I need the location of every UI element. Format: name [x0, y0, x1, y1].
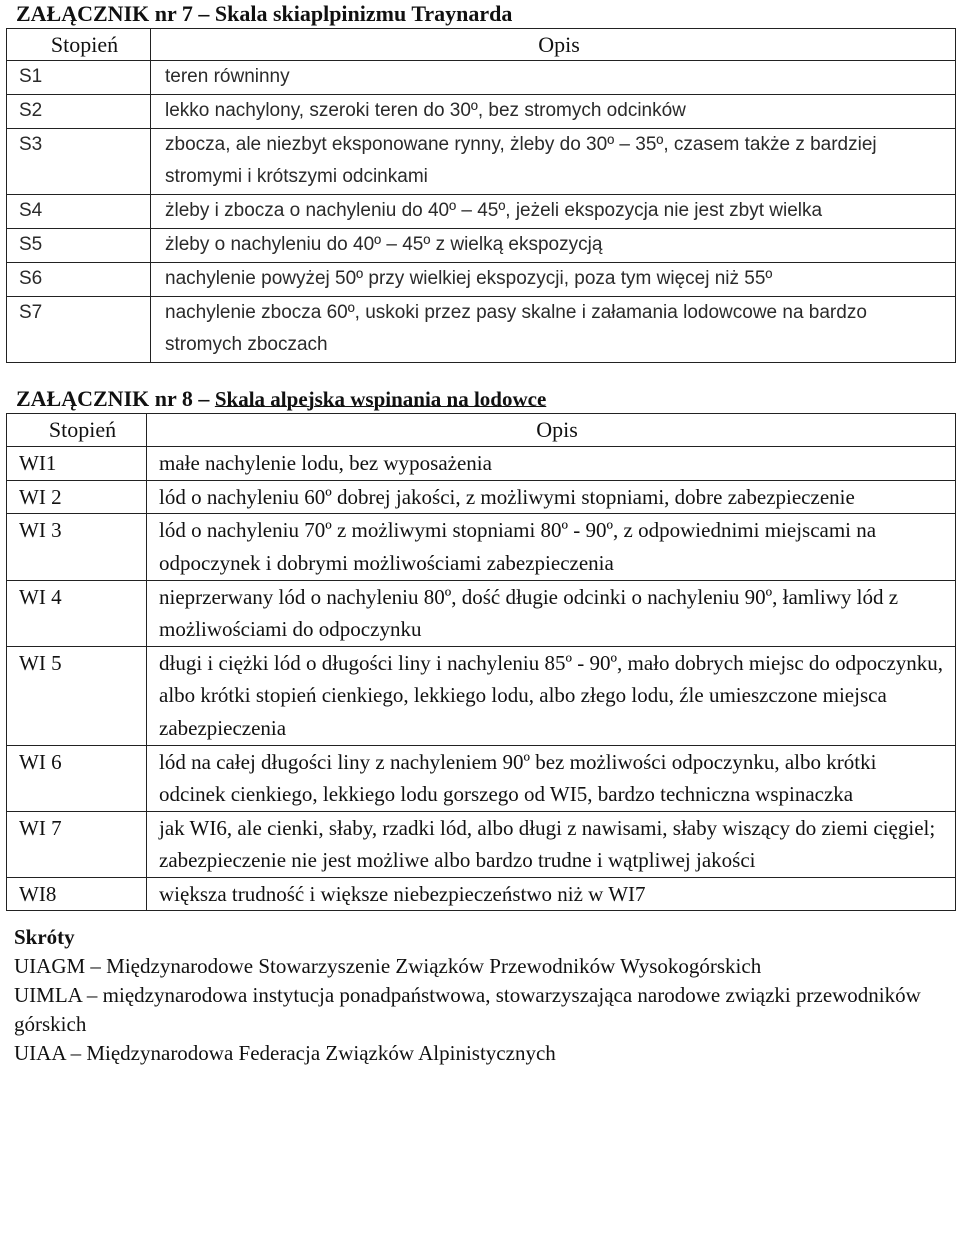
annex8-table [6, 413, 956, 911]
annex8-col-desc: Opis [147, 414, 956, 447]
annex8-title-main: ZAŁĄCZNIK nr 8 [16, 386, 193, 412]
grade-description: lód o nachyleniu 70º z możliwymi stopniami 80º - 90º, z odpowiednimi miejscami na odpoczynek i dobrymi możliwościami zabezpieczenia [147, 514, 956, 580]
grade-description: nieprzerwany lód o nachyleniu 80º, dość długie odcinki o nachyleniu 90º, łamliwy lód z możliwościami do odpoczynku [147, 580, 956, 646]
grade-description: teren równinny [151, 61, 956, 95]
abbreviation-sep: – [65, 1041, 87, 1066]
abbreviations-list [14, 952, 956, 1068]
table-row [7, 94, 956, 128]
grade-description: żleby i zbocza o nachyleniu do 40º – 45º, jeżeli ekspozycja nie jest zbyt wielka [151, 195, 956, 229]
grade-code: WI1 [7, 447, 147, 481]
grade-description: lód o nachyleniu 60º dobrej jakości, z możliwymi stopniami, dobre zabezpieczenie [147, 480, 956, 514]
annex7-table [6, 28, 956, 363]
annex8-title: ZAŁĄCZNIK nr 8 – Skala alpejska wspinania na lodowce [16, 386, 547, 412]
abbreviation-abbr: UIMLA [14, 983, 82, 1008]
abbreviation-text: Międzynarodowe Stowarzyszenie Związków Przewodników Wysokogórskich [106, 954, 762, 979]
abbreviations-heading: Skróty [14, 925, 75, 950]
annex8-col-grade: Stopień [7, 414, 147, 447]
grade-code: WI8 [7, 877, 147, 911]
table-row [7, 745, 956, 811]
table-row [7, 61, 956, 95]
grade-code: WI 4 [7, 580, 147, 646]
grade-code: WI 3 [7, 514, 147, 580]
table-row [7, 811, 956, 877]
grade-code: S2 [7, 94, 151, 128]
table-row [7, 877, 956, 911]
abbreviation-abbr: UIAA [14, 1041, 66, 1066]
annex8-body [7, 447, 956, 911]
annex7-body [7, 61, 956, 363]
grade-code: WI 7 [7, 811, 147, 877]
abbreviation-sep: – [81, 983, 103, 1008]
annex8-title-sub: Skala alpejska wspinania na lodowce [214, 387, 547, 412]
table-row [7, 480, 956, 514]
annex7-header-row [7, 29, 956, 61]
table-row [7, 447, 956, 481]
grade-code: S4 [7, 195, 151, 229]
grade-description: długi i ciężki lód o długości liny i nachyleniu 85º - 90º, mało dobrych miejsc do odpoczynku, albo krótki stopień cienkiego, lekkiego lodu, albo złego lodu, źle umieszczone miejsca zabezpieczenia [147, 646, 956, 745]
grade-code: S3 [7, 128, 151, 195]
table-row [7, 296, 956, 363]
abbreviation-abbr: UIAGM [14, 954, 86, 979]
annex7-col-desc: Opis [151, 29, 956, 61]
page [6, 0, 956, 1068]
grade-code: WI 6 [7, 745, 147, 811]
table-row [7, 128, 956, 195]
abbreviation-item [14, 981, 956, 1039]
grade-description: nachylenie powyżej 50º przy wielkiej ekspozycji, poza tym więcej niż 55º [151, 262, 956, 296]
grade-code: S5 [7, 228, 151, 262]
table-row [7, 514, 956, 580]
grade-description: żleby o nachyleniu do 40º – 45º z wielką ekspozycją [151, 228, 956, 262]
abbreviation-item [14, 1039, 956, 1068]
grade-description: lód na całej długości liny z nachyleniem 90º bez możliwości odpoczynku, albo krótki odcinek cienkiego, lekkiego lodu gorszego od WI5, bardzo techniczna wspinaczka [147, 745, 956, 811]
table-row [7, 262, 956, 296]
grade-code: S7 [7, 296, 151, 363]
grade-description: małe nachylenie lodu, bez wyposażenia [147, 447, 956, 481]
annex7-col-grade: Stopień [7, 29, 151, 61]
annex7-title-main: ZAŁĄCZNIK nr 7 [16, 1, 193, 26]
grade-code: S6 [7, 262, 151, 296]
grade-description: lekko nachylony, szeroki teren do 30º, bez stromych odcinków [151, 94, 956, 128]
grade-code: WI 5 [7, 646, 147, 745]
abbreviation-sep: – [85, 954, 107, 979]
grade-description: większa trudność i większe niebezpieczeństwo niż w WI7 [147, 877, 956, 911]
abbreviation-item [14, 952, 956, 981]
annex8-header-row [7, 414, 956, 447]
table-row [7, 580, 956, 646]
grade-description: zbocza, ale niezbyt eksponowane rynny, żleby do 30º – 35º, czasem także z bardziej stromymi i krótszymi odcinkami [151, 128, 956, 195]
abbreviation-text: Międzynarodowa Federacja Związków Alpinistycznych [86, 1041, 556, 1066]
grade-code: WI 2 [7, 480, 147, 514]
table-row [7, 195, 956, 229]
table-row [7, 228, 956, 262]
grade-code: S1 [7, 61, 151, 95]
annex7-title-sub: Skala skiaplpinizmu Traynarda [214, 1, 513, 26]
table-row [7, 646, 956, 745]
grade-description: nachylenie zbocza 60º, uskoki przez pasy skalne i załamania lodowcowe na bardzo stromych zboczach [151, 296, 956, 363]
abbreviation-text: międzynarodowa instytucja ponadpaństwowa, stowarzyszająca narodowe związki przewodników górskich [14, 983, 921, 1037]
annex7-title: ZAŁĄCZNIK nr 7 – Skala skiaplpinizmu Traynarda [16, 1, 513, 26]
grade-description: jak WI6, ale cienki, słaby, rzadki lód, albo długi z nawisami, słaby wiszący do ziemi cięgiel; zabezpieczenie nie jest możliwe albo bardzo trudne i wątpliwej jakości [147, 811, 956, 877]
abbreviations [6, 923, 956, 1068]
